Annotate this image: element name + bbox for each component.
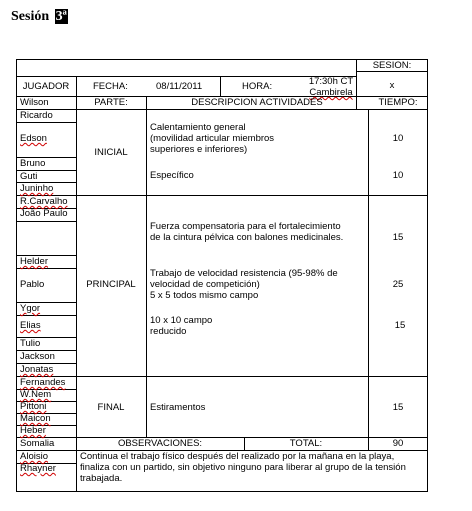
note-line: trabajada. <box>80 473 123 484</box>
player-name: Ricardo <box>20 110 53 121</box>
row-divider <box>356 71 428 72</box>
player-name: Pablo <box>20 279 45 290</box>
activity-line: superiores e inferiores) <box>150 144 248 155</box>
player-row-line <box>16 122 76 123</box>
player-name: Pittoni <box>20 401 47 412</box>
activity-fuerza <box>150 221 343 243</box>
time-velocidad: 25 <box>392 279 404 290</box>
activity-line: (movilidad articular miembros <box>150 133 275 144</box>
note-line: finaliza con un partido, sin objetivo ninguno para liberar al grupo de la tensión <box>80 462 406 473</box>
row-divider <box>16 109 428 110</box>
time-fuerza: 15 <box>392 232 404 243</box>
player-name: Helder <box>20 256 48 267</box>
activity-line: reducido <box>150 326 187 337</box>
tiempo-header: TIEMPO: <box>378 97 418 108</box>
player-name: W.Nem <box>20 389 52 400</box>
sesion-value: x <box>389 80 395 91</box>
activity-line: de la cintura pélvica con balones medicinales. <box>150 232 344 243</box>
fecha-value: 08/11/2011 <box>156 81 203 92</box>
player-name: Jackson <box>20 351 55 362</box>
observaciones-label: OBSERVACIONES: <box>117 438 203 449</box>
activity-line: Fuerza compensatoria para el fortalecimiento <box>150 221 341 232</box>
player-name: João Paulo <box>20 208 68 219</box>
activity-line: 5 x 5 todos mismo campo <box>150 290 259 301</box>
player-name: Wilson <box>20 97 49 108</box>
player-name: Juninho <box>20 183 54 194</box>
activity-estiramientos: Estiramentos <box>150 402 206 413</box>
activity-line: Trabajo de velocidad resistencia (95-98% de <box>150 268 338 279</box>
player-row-line <box>16 268 76 269</box>
session-number: 3ª <box>55 9 67 24</box>
note-line: Continua el trabajo físico después del realizado por la mañana en la playa, <box>80 451 395 462</box>
session-label: Sesión <box>11 9 50 24</box>
player-name: Bruno <box>20 158 46 169</box>
hora-value: 17:30h CT <box>308 76 354 87</box>
player-row-line <box>16 221 76 222</box>
player-row-line <box>16 315 76 316</box>
part-principal: PRINCIPAL <box>86 279 136 290</box>
player-name: Rhayner <box>20 463 56 474</box>
player-name: Edson <box>20 133 47 144</box>
player-name: R.Carvalho <box>20 196 68 207</box>
column-divider <box>146 96 147 437</box>
player-name: Heber <box>20 425 46 436</box>
activity-line: velocidad de competición) <box>150 279 260 290</box>
column-divider <box>220 76 221 96</box>
section-divider <box>16 195 428 196</box>
total-value: 90 <box>392 438 404 449</box>
player-name: Aloisio <box>20 451 48 462</box>
activity-campo <box>150 315 212 337</box>
section-divider <box>16 376 428 377</box>
player-name: Fernandes <box>20 377 66 388</box>
observaciones-notes <box>80 451 406 484</box>
activity-line: 10 x 10 campo <box>150 315 213 326</box>
time-estiramientos: 15 <box>392 402 404 413</box>
activity-calentamiento <box>150 122 274 155</box>
player-name: Guti <box>20 171 38 182</box>
player-name: Maicon <box>20 413 51 424</box>
descripcion-header: DESCRIPCION ACTIVIDADES <box>191 97 323 108</box>
part-final: FINAL <box>97 402 125 413</box>
hora-label: HORA: <box>242 81 273 92</box>
fecha-label: FECHA: <box>93 81 128 92</box>
time-especifico: 10 <box>392 170 404 181</box>
activity-velocidad <box>150 268 338 301</box>
column-divider <box>368 109 369 437</box>
part-inicial: INICIAL <box>94 147 128 158</box>
session-title <box>11 9 68 25</box>
activity-especifico: Específico <box>150 170 194 181</box>
time-campo: 15 <box>394 320 406 331</box>
player-name: Elias <box>20 320 41 331</box>
player-name: Jonatas <box>20 364 54 375</box>
hora-place: Cambirela <box>309 87 353 98</box>
parte-header: PARTE: <box>94 97 128 108</box>
total-label: TOTAL: <box>289 438 323 449</box>
player-name: Tulio <box>20 338 41 349</box>
player-name: Ygor <box>20 303 41 314</box>
sesion-label: SESION: <box>372 60 412 71</box>
jugador-header: JUGADOR <box>22 81 70 92</box>
time-calentamiento: 10 <box>392 133 404 144</box>
player-name: Somalia <box>20 438 55 449</box>
activity-line: Calentamiento general <box>150 122 246 133</box>
